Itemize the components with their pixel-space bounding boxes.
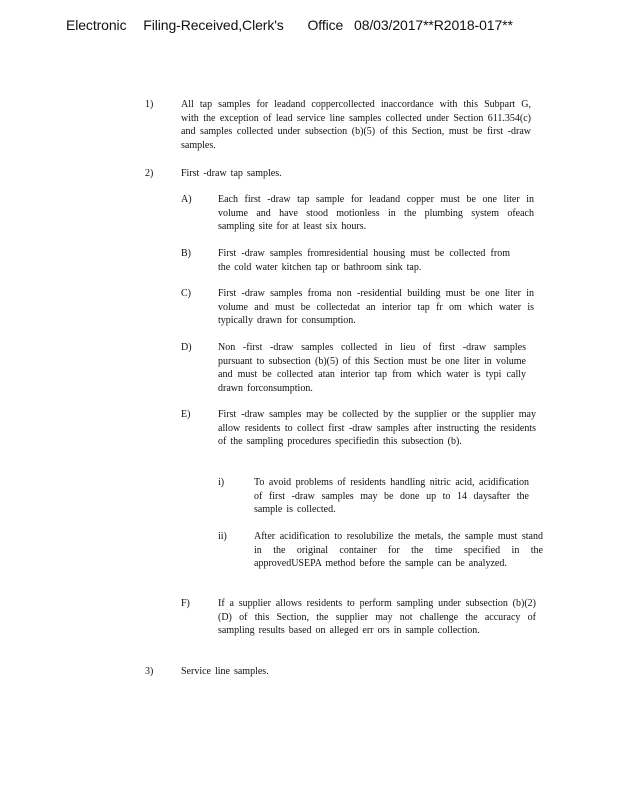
item-text: To avoid problems of residents handling nitric acid, acidification of first -draw samples may be done up to 14 daysafter the sample is collected. <box>254 477 529 516</box>
item-text: If a supplier allows residents to perform sampling under subsection (b)(2)(D) of this Section, the supplier may not challenge the accuracy of sampling results based on alleged err ors in sample collection. <box>218 598 536 637</box>
item-marker: C) <box>181 288 191 299</box>
item-marker: ii) <box>218 531 227 542</box>
header-office: Office <box>307 17 344 33</box>
item-text: First -draw samples fromresidential housing must be collected from the cold water kitchen tap or bathroom sink tap. <box>218 248 510 273</box>
item-marker: E) <box>181 409 191 420</box>
item-text: First -draw samples froma non -residential building must be one liter in volume and must be collectedat an interior tap fr om which water is typically drawn for consumption. <box>218 288 534 327</box>
item-marker: 2) <box>145 168 154 179</box>
header-date-docket: 08/03/2017**R2018-017** <box>354 17 513 33</box>
item-marker: D) <box>181 342 192 353</box>
item-text: First -draw tap samples. <box>181 168 282 179</box>
header-electronic: Electronic <box>66 17 127 33</box>
filing-header <box>66 17 513 33</box>
item-text: All tap samples for leadand coppercollected inaccordance with this Subpart G, with the exception of lead service line samples collected under Section 611.354(c) and samples collected under subsection (b)(5) of this Section, must be first -draw samples. <box>181 99 531 151</box>
item-marker: i) <box>218 477 225 488</box>
item-marker: F) <box>181 598 190 609</box>
item-text: After acidification to resolubilize the metals, the sample must stand in the original container for the time specified in the approvedUSEPA method before the sample can be analyzed. <box>254 531 543 570</box>
item-marker: 1) <box>145 99 154 110</box>
item-text: Each first -draw tap sample for leadand copper must be one liter in volume and have stood motionless in the plumbing system ofeach sampling site for at least six hours. <box>218 194 534 233</box>
item-text: First -draw samples may be collected by the supplier or the supplier may allow residents to collect first -draw samples after instructing the residents of the sampling procedures specifiedin this subsection (b). <box>218 409 536 448</box>
item-text: Service line samples. <box>181 666 269 677</box>
header-filing-received: Filing-Received,Clerk's <box>143 17 284 33</box>
item-text: Non -first -draw samples collected in lieu of first -draw samples pursuant to subsection (b)(5) of this Section must be one liter in volume and must be collected atan interior tap from which water is typi cally drawn forconsumption. <box>218 342 526 394</box>
item-marker: 3) <box>145 666 154 677</box>
item-marker: A) <box>181 194 192 205</box>
item-marker: B) <box>181 248 191 259</box>
